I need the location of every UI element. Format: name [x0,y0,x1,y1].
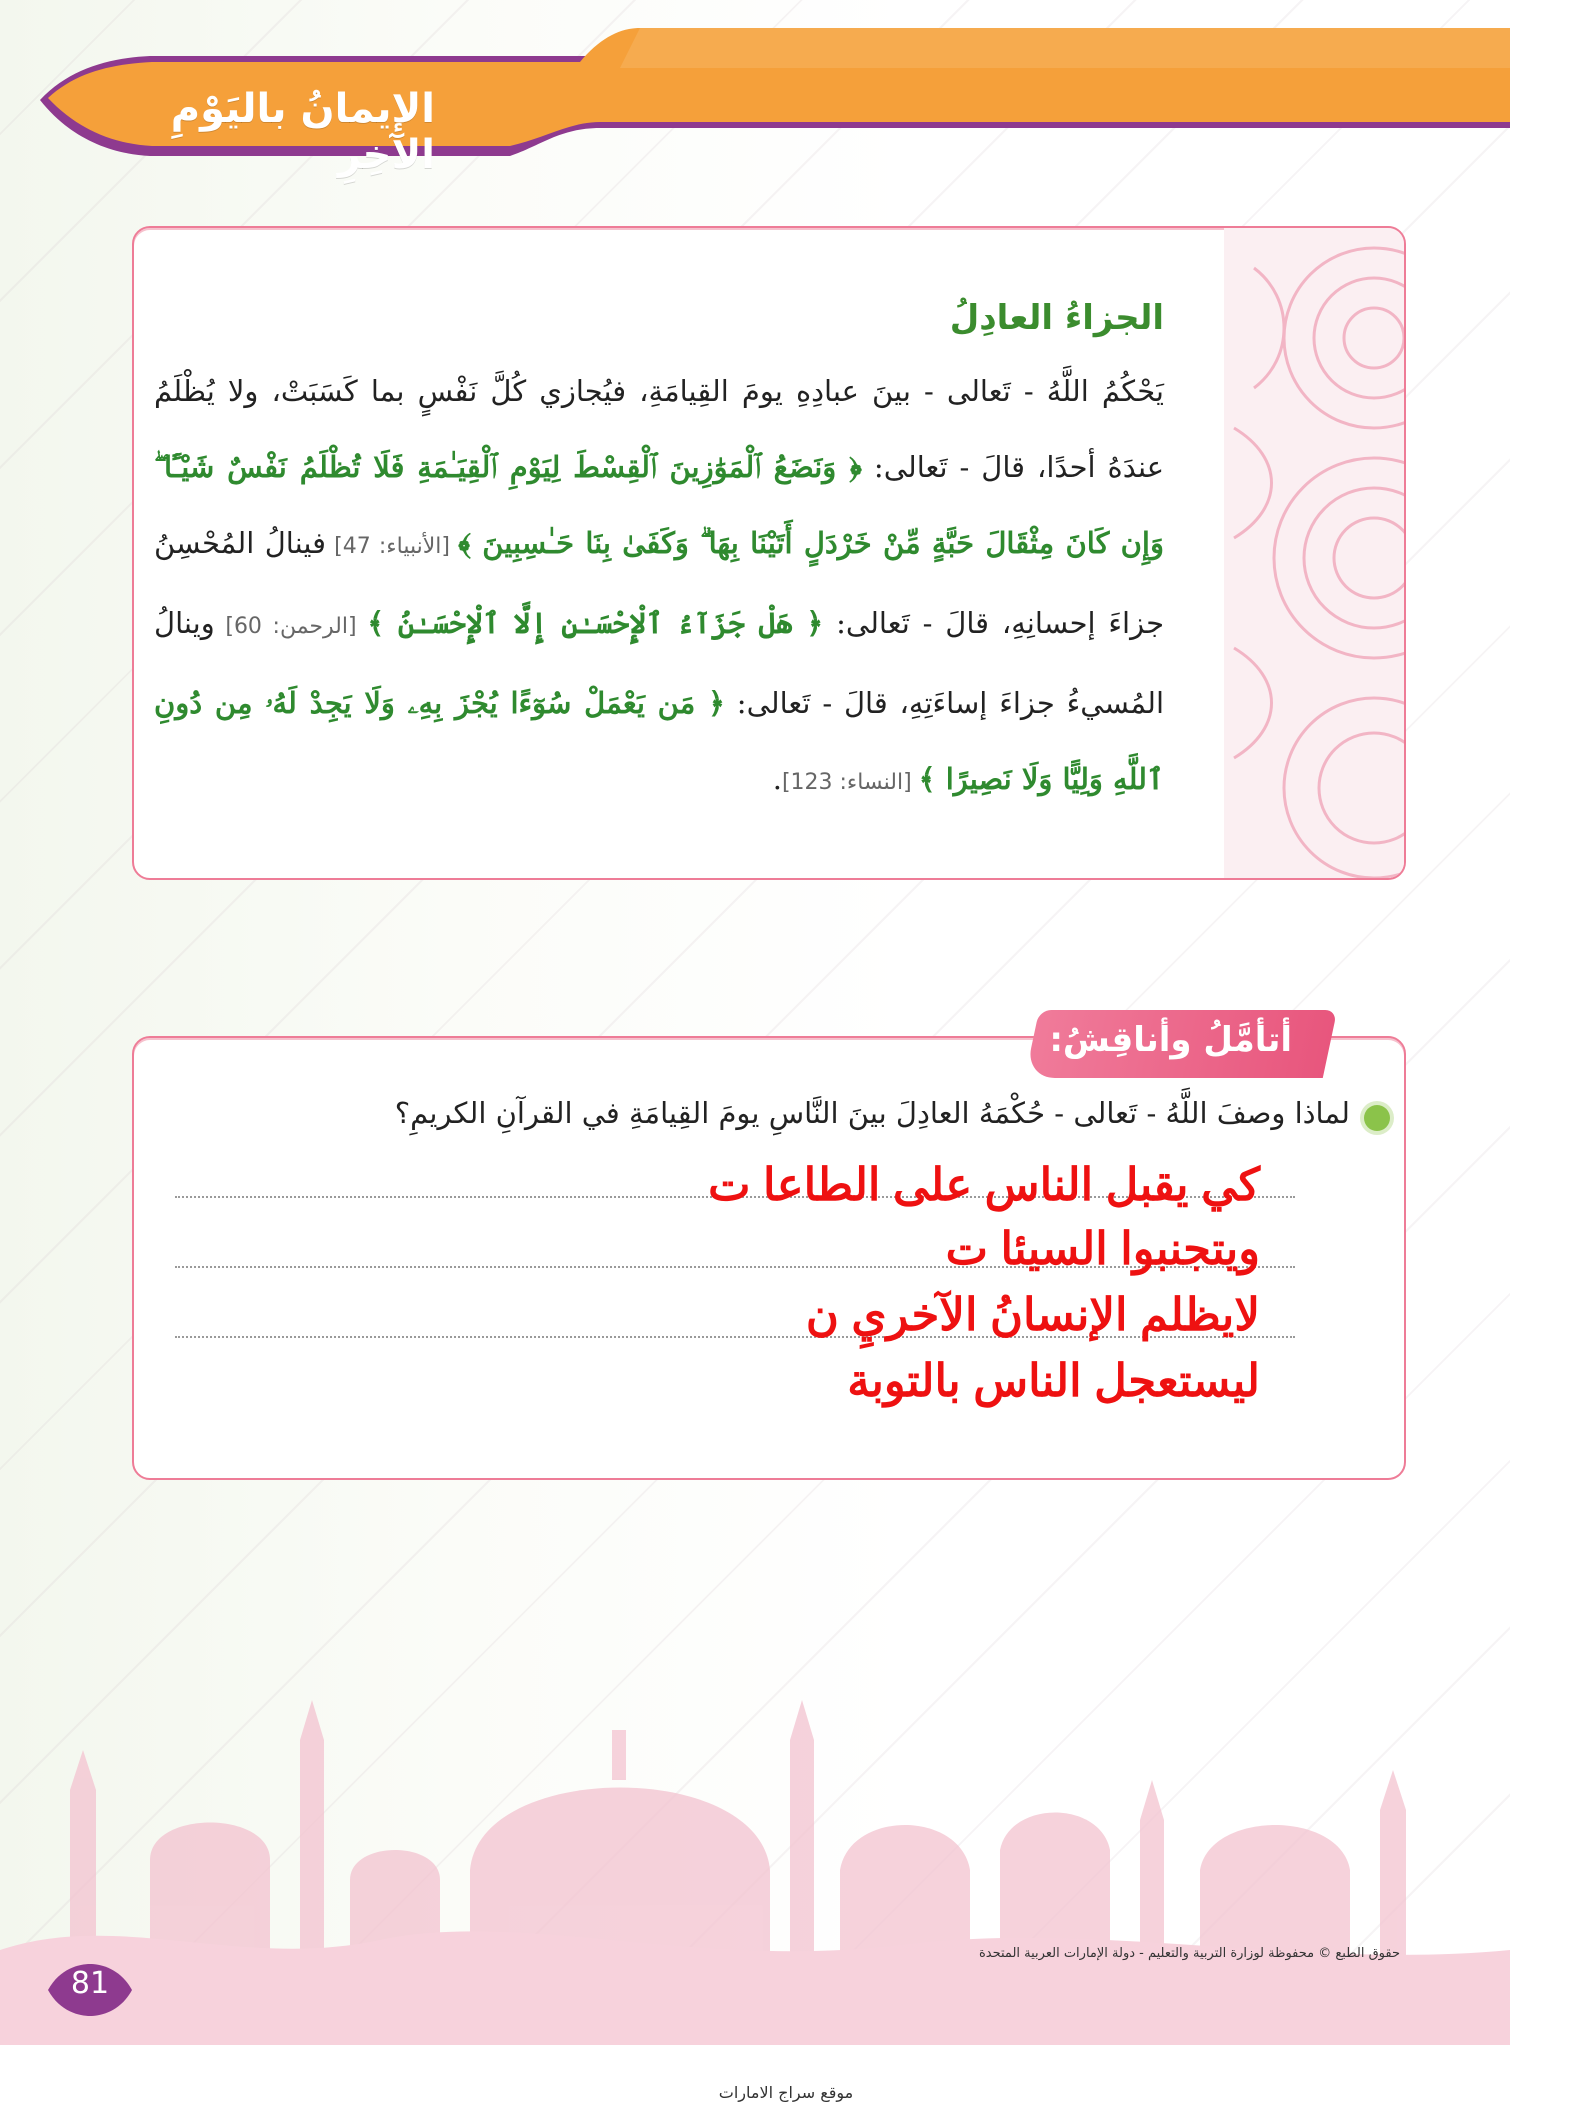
page-title: الإيمانُ باليَوْمِ الآخِرِ [170,86,435,178]
mosque-skyline [0,1700,1510,2045]
discussion-question: لماذا وصفَ اللَّهُ - تَعالى - حُكْمَهُ العادِلَ بينَ النَّاسِ يومَ القِيامَةِ في القرآنِ الكريمِ؟ [394,1096,1350,1130]
section-title: الجزاءُ العادِلُ [949,298,1164,338]
verse-reference: [الأنبياء: 47] [325,534,459,559]
quran-verse: ﴿ هَلْ جَزَآءُ ٱلْإِحْسَـٰنِ إِلَّا ٱلْإِحْسَـٰنُ ﴾ [367,606,824,640]
verse-reference: [الرحمن: 60] [214,614,368,639]
body-segment: يَحْكُمُ اللَّهُ - تَعالى - بينَ عبادِهِ يومَ القِيامَةِ، فيُجازي كُلَّ نَفْسٍ بما كَسَبَتْ، ولا يُظْلَمُ عندَهُ أحدًا، قالَ - تَعالى: [154,374,1165,484]
answer-line-2: ويتجنبوا السيئا ت [945,1223,1260,1274]
body-segment: وينالُ المُسيءُ جزاءَ إساءَتِهِ، قالَ - تَعالى: [154,606,1164,720]
bullet-icon [1364,1105,1390,1131]
floral-ornament [1224,228,1404,878]
verse-reference: [النساء: 123] [781,770,919,795]
copyright-notice: حقوق الطبع © محفوظة لوزارة التربية والتعليم - دولة الإمارات العربية المتحدة [978,1946,1400,1961]
quran-verse: ﴿ وَنَضَعُ ٱلْمَوَٰزِينَ ٱلْقِسْطَ لِيَوْمِ ٱلْقِيَـٰمَةِ فَلَا تُظْلَمُ نَفْسٌ شَيْـًٔا ۖ وَإِن كَانَ مِثْقَالَ حَبَّةٍ مِّنْ خَرْدَلٍ أَتَيْنَا بِهَا ۗ وَكَفَىٰ بِنَا حَـٰسِبِينَ ﴾ [154,450,1164,560]
fair-recompense-card [132,226,1406,880]
page-number: 81 [70,1966,110,2001]
section-body [154,353,1164,821]
answer-line-1: كي يقبل الناس على الطاعا ت [708,1159,1260,1210]
site-footer: موقع سراج الامارات [718,2083,854,2102]
discussion-tab-label: أتأمَّلُ وأناقِشُ: [1049,1020,1292,1060]
answer-line-3: لايظلم الإنسانُ الآخريِ ن [805,1289,1260,1340]
body-segment: . [772,762,782,796]
answer-line-4: ليستعجل الناس بالتوبة [847,1355,1260,1406]
quran-verse: ﴿ مَن يَعْمَلْ سُوٓءًا يُجْزَ بِهِۦ وَلَا يَجِدْ لَهُۥ مِن دُونِ ٱللَّهِ وَلِيًّا وَلَا نَصِيرًا ﴾ [154,686,1164,796]
body-segment: فينالُ المُحْسِنُ جزاءَ إحسانِهِ، قالَ - تَعالى: [154,526,1165,640]
